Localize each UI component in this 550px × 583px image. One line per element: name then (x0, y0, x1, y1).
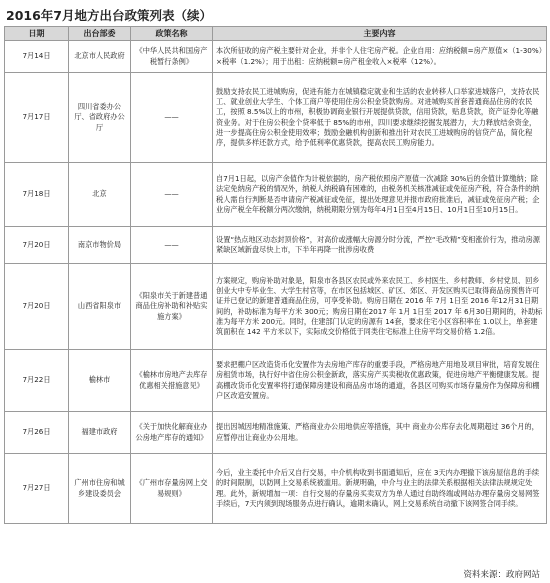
cell-content: 自7月1日起，以房产余值作为计税依据的，房产税依照房产原值一次减除 30%后的余值计算缴纳；除法定免纳房产税的情况外，纳税人纳税确有困难的，由税务机关核准减征或免征房产税，符合条件的纳税人需自行判断是否申请房产税减征或免征，提出处理意见并报市政府批准后，减征或免征房产税；企业房产税全年税额分两次缴纳，纳税期限分别为每年4月1日至4月15日、10月1日至10月15日。 (213, 163, 547, 227)
cell-dept: 福建市政府 (69, 412, 131, 454)
cell-dept: 榆林市 (69, 350, 131, 412)
table-row (5, 350, 547, 412)
table-row (5, 227, 547, 264)
cell-date: 7月22日 (5, 350, 69, 412)
cell-policy: —— (131, 73, 213, 163)
column-header-content: 主要内容 (213, 27, 547, 41)
cell-date: 7月20日 (5, 227, 69, 264)
cell-date: 7月18日 (5, 163, 69, 227)
column-header-policy: 政策名称 (131, 27, 213, 41)
table-row (5, 454, 547, 524)
source-note: 资料来源：政府网站 (463, 570, 540, 580)
cell-policy: —— (131, 163, 213, 227)
cell-dept: 北京市人民政府 (69, 41, 131, 73)
page-title: 2016年7月地方出台政策列表（续） (6, 8, 212, 23)
table-row (5, 264, 547, 350)
policy-table (4, 26, 547, 524)
table-row (5, 41, 547, 73)
cell-content: 今后，业主委托中介后又自行交易，中介机构收到书面通知后，应在 3天内办理撤下该房屋信息的手续的时间限制，以防网上交易系统被滥用。新规明确，中介与业主的法律关系根据相关法律法规规定处理。此外，新规增加一项：自行交易的存量房买卖双方为单人通过自助终端或网站办理存量房交易网签手续后，7天内须到现场服务点进行确认，逾期未确认，网上交易系统自动撤下该网签合同手续。 (213, 454, 547, 524)
column-header-date: 日期 (5, 27, 69, 41)
cell-policy: 《关于加快化解商业办公房地产库存的通知》 (131, 412, 213, 454)
cell-content: 本次所征收的房产税主要针对企业，并非个人住宅房产税。企业自用：应纳税额=房产原值×（1-30%）×税率（1.2%）；用于出租：应纳税额=房产租金收入×税率（12%）。 (213, 41, 547, 73)
cell-dept: 四川省委办公厅、省政府办公厅 (69, 73, 131, 163)
cell-policy: —— (131, 227, 213, 264)
cell-date: 7月26日 (5, 412, 69, 454)
cell-date: 7月14日 (5, 41, 69, 73)
cell-dept: 南京市物价局 (69, 227, 131, 264)
cell-date: 7月17日 (5, 73, 69, 163)
cell-dept: 北京 (69, 163, 131, 227)
cell-policy: 《榆林市房地产去库存优惠相关措施意见》 (131, 350, 213, 412)
cell-content: 设置“热点地区动态封顶价格”，对高价或涨幅大房源分时分流，严控“毛改精”变相涨价行为，推动房源紧缺区域新盘尽快上市，下半年再降一批涉房收费 (213, 227, 547, 264)
cell-date: 7月20日 (5, 264, 69, 350)
cell-dept: 山西省阳泉市 (69, 264, 131, 350)
column-header-dept: 出台部委 (69, 27, 131, 41)
cell-content: 要求把棚户区改造货币化安置作为去房地产库存的重要手段，严格房地产用地及项目审批，培育发展住房租赁市场，执行好中省住房公积金新政，落实房产买卖税收优惠政策，促进房地产平衡健康发展。提高棚改货币化安置率将打通保障房建设和商品房市场的通道，各县区可购买市场存量房作为保障房和棚户区改造安置房。 (213, 350, 547, 412)
cell-policy: 《阳泉市关于新建普通商品住房补助和补贴实施方案》 (131, 264, 213, 350)
cell-dept: 广州市住房和城乡建设委员会 (69, 454, 131, 524)
cell-content: 提出因城因地精准施策、严格商业办公用地供应等措施，其中 商业办公库存去化周期超过 36个月的，应暂停出让商业办公用地。 (213, 412, 547, 454)
cell-policy: 《广州市存量房网上交易规则》 (131, 454, 213, 524)
cell-content: 方案规定，购房补助对象是，阳泉市各县区农民或外来农民工、乡村医生、乡村教师、乡村党员、回乡创业大中专毕业生、大学生村官等，在市区包括城区、矿区、郊区、开发区购买已取得商品房预售许可证并已登记的新建普通商品住房，可享受补助。购房日期在 2016 年 7月 1日至 2016 年12月31日期间的，补助标准为每平方米 300元；购房日期在2017 年 1月 1日至 2017 年 6月30日期间的，补助标准为每平方米 200元。同时，住建部门认定的房源有 14套，要求住宅小区容积率在 1.0以上，单套建筑面积在 142 平方米以下，实际成交价格低于同类住宅标准上住房平均交易价格 1.2倍。 (213, 264, 547, 350)
cell-date: 7月27日 (5, 454, 69, 524)
table-header-row (5, 27, 547, 41)
table-row (5, 73, 547, 163)
table-row (5, 412, 547, 454)
cell-policy: 《中华人民共和国房产税暂行条例》 (131, 41, 213, 73)
table-row (5, 163, 547, 227)
cell-content: 鼓励支持农民工进城购房，促进有能力在城镇稳定就业和生活的农业转移人口举家进城落户，支持农民工、就业创业大学生、个体工商户等使用住房公积金贷款购房。对进城购买首套普通商品住房的农民工，按照 8.5%以上的市州，积极协调商业银行开展提供贷款，信用贷款，贴息贷款，资产证券化等融资业务。对于住房公积金个贷率低于 85%的市州，四川要求继续挖掘发展潜力，大力释放结余资金，进一步提高住房公积金使用效率；鼓励金融机构创新和推出针对农民工进城购房的信贷产品，简化程序，提供多样还款方式，给予低利率优惠贷款，提高农民工购房能力。 (213, 73, 547, 163)
